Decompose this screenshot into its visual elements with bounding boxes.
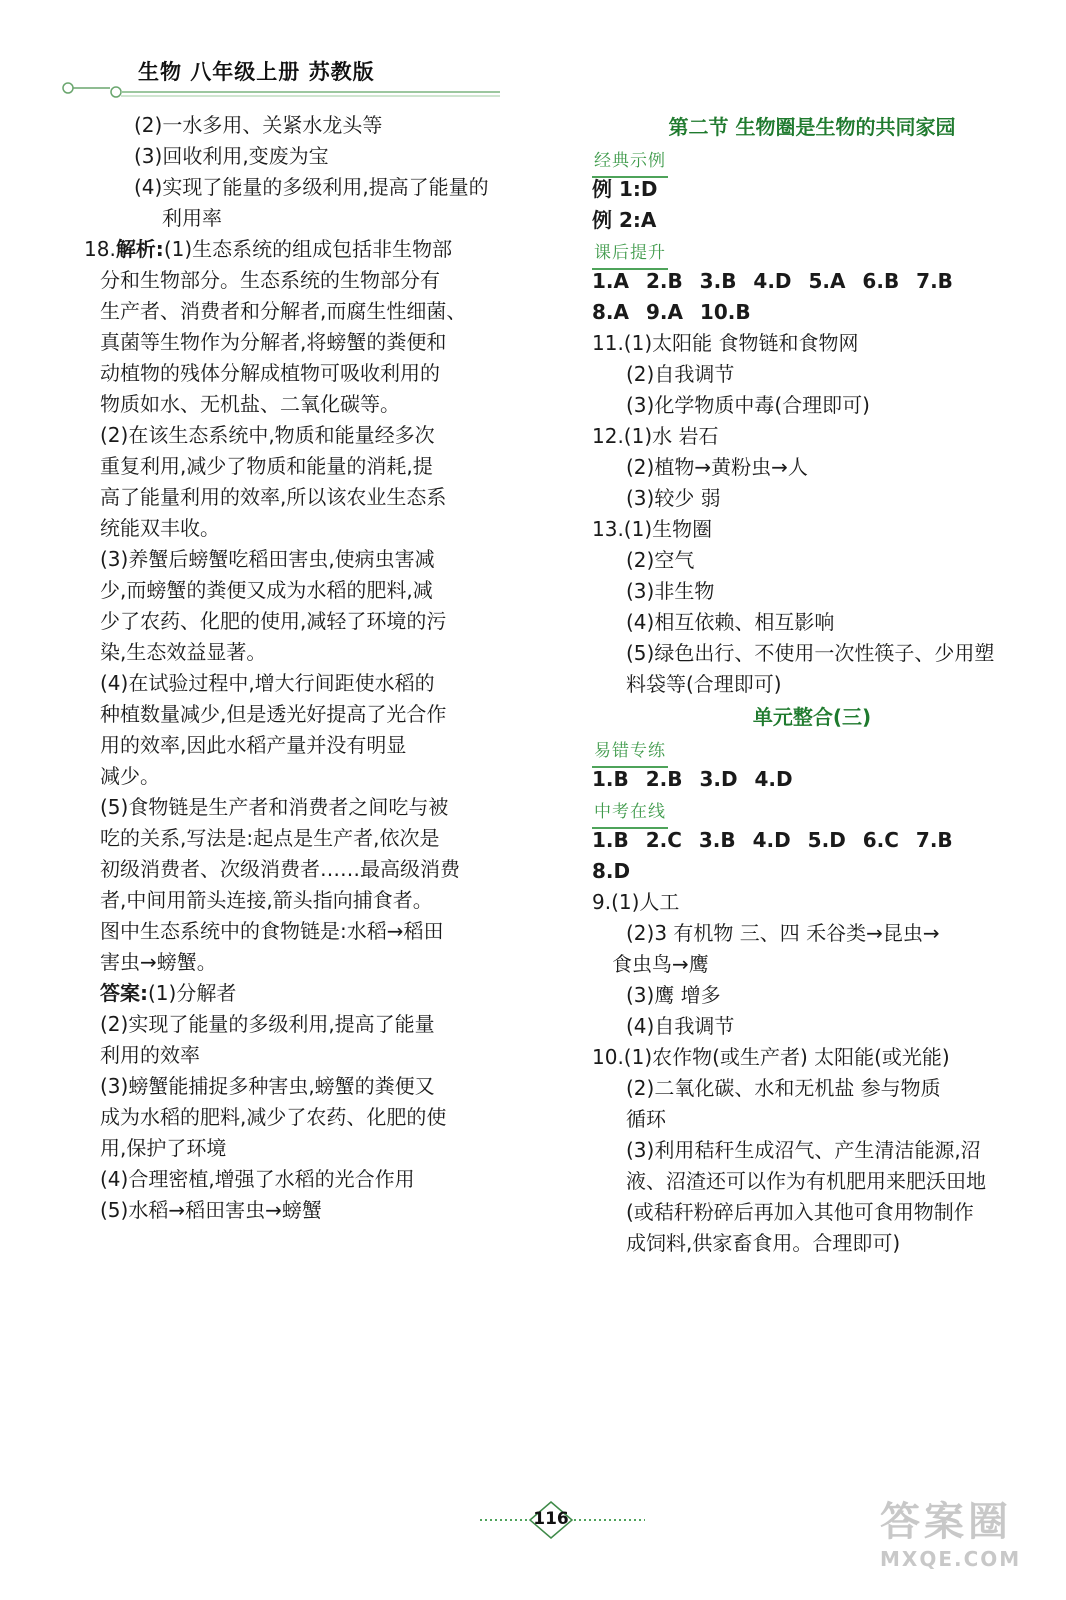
text-line: 种植数量减少,但是透光好提高了光合作	[100, 702, 447, 726]
analysis-label: 解析:	[115, 237, 164, 261]
text-line: (2)实现了能量的多级利用,提高了能量	[100, 1012, 435, 1036]
text-line: (4)相互依赖、相互影响	[626, 610, 835, 634]
text-line: 统能双丰收。	[100, 516, 220, 540]
page-number-badge	[480, 1500, 680, 1540]
text-line: 害虫→螃蟹。	[100, 950, 217, 974]
watermark	[880, 1490, 1060, 1590]
text-line: 利用的效率	[100, 1043, 200, 1067]
text-line: (2)植物→黄粉虫→人	[626, 455, 808, 479]
left-column	[84, 110, 550, 1226]
text-line: (2)一水多用、关紧水龙头等	[134, 113, 383, 137]
text-line: 初级消费者、次级消费者……最高级消费	[100, 857, 460, 881]
mc-answers-row: 1.A 2.B 3.B 4.D 5.A 6.B 7.B	[592, 269, 953, 293]
text-line: 动植物的残体分解成植物可吸收利用的	[100, 361, 440, 385]
text-line: (1)分解者	[148, 981, 237, 1005]
text-line: (4)在试验过程中,增大行间距使水稻的	[100, 671, 435, 695]
text-line: (或秸秆粉碎后再加入其他可食用物制作	[626, 1200, 974, 1224]
question-18-first-line	[84, 234, 550, 265]
text-line: 料袋等(合理即可)	[626, 672, 782, 696]
text-line: 液、沼渣还可以作为有机肥用来肥沃田地	[626, 1169, 986, 1193]
example-2: 例 2:A	[592, 208, 657, 232]
text-line: 少了农药、化肥的使用,减轻了环境的污	[100, 609, 447, 633]
page-header-title: 生物 八年级上册 苏教版	[138, 60, 375, 84]
header-decoration	[60, 80, 500, 104]
mc-answers-row: 1.B 2.C 3.B 4.D 5.D 6.C 7.B	[592, 828, 953, 852]
text-line: (3)鹰 增多	[626, 983, 721, 1007]
section-title: 第二节 生物圈是生物的共同家园	[668, 115, 956, 139]
analysis-block	[100, 265, 550, 978]
text-line: 食虫鸟→鹰	[612, 952, 709, 976]
page-number: 116	[533, 1509, 569, 1529]
text-line: (2)二氧化碳、水和无机盐 参与物质	[626, 1076, 941, 1100]
text-line: 生产者、消费者和分解者,而腐生性细菌、	[100, 299, 467, 323]
text-line: 图中生态系统中的食物链是:水稻→稻田	[100, 919, 444, 943]
text-line: 高了能量利用的效率,所以该农业生态系	[100, 485, 447, 509]
text-line: 成为水稻的肥料,减少了农药、化肥的使	[100, 1105, 447, 1129]
text-line: (3)非生物	[626, 579, 715, 603]
watermark-logo-text: 答案圈	[880, 1499, 1012, 1545]
text-line: (5)水稻→稻田害虫→螃蟹	[100, 1198, 322, 1222]
text-line: 染,生态效益显著。	[100, 640, 267, 664]
example-1: 例 1:D	[592, 177, 658, 201]
answer-first-line	[100, 978, 550, 1009]
text-line: (3)化学物质中毒(合理即可)	[626, 393, 870, 417]
text-line: (3)养蟹后螃蟹吃稻田害虫,使病虫害减	[100, 547, 435, 571]
tag-error-prone: 易错专练	[592, 738, 668, 768]
right-column	[592, 110, 1032, 1259]
text-line: (3)利用秸秆生成沼气、产生清洁能源,沼	[626, 1138, 981, 1162]
tag-classic-examples: 经典示例	[592, 148, 668, 178]
text-line: (2)3 有机物 三、四 禾谷类→昆虫→	[626, 921, 940, 945]
tag-exam-online: 中考在线	[592, 799, 668, 829]
text-line: 用的效率,因此水稻产量并没有明显	[100, 733, 407, 757]
text-line: 少,而螃蟹的粪便又成为水稻的肥料,减	[100, 578, 433, 602]
text-line: 物质如水、无机盐、二氧化碳等。	[100, 392, 400, 416]
question-12: 12.(1)水 岩石	[592, 424, 719, 448]
text-line: 吃的关系,写法是:起点是生产者,依次是	[100, 826, 440, 850]
tag-after-class: 课后提升	[592, 240, 668, 270]
text-line: 利用率	[162, 206, 222, 230]
text-line: 成饲料,供家畜食用。合理即可)	[626, 1231, 901, 1255]
text-line: 重复利用,减少了物质和能量的消耗,提	[100, 454, 433, 478]
text-line: (4)自我调节	[626, 1014, 735, 1038]
text-line: (2)自我调节	[626, 362, 735, 386]
text-line: (5)绿色出行、不使用一次性筷子、少用塑	[626, 641, 995, 665]
text-line: 减少。	[100, 764, 160, 788]
mc-answers-row: 1.B 2.B 3.D 4.D	[592, 767, 793, 791]
text-line: (4)合理密植,增强了水稻的光合作用	[100, 1167, 415, 1191]
text-line: 者,中间用箭头连接,箭头指向捕食者。	[100, 888, 433, 912]
text-line: (2)在该生态系统中,物质和能量经多次	[100, 423, 435, 447]
mc-answers-row: 8.A 9.A 10.B	[592, 300, 751, 324]
page-number-ornament	[480, 1500, 680, 1540]
text-line: 真菌等生物作为分解者,将螃蟹的粪便和	[100, 330, 447, 354]
text-line: (3)较少 弱	[626, 486, 721, 510]
watermark-url: MXQE.COM	[880, 1547, 1022, 1571]
question-11: 11.(1)太阳能 食物链和食物网	[592, 331, 859, 355]
mc-answers-row: 8.D	[592, 859, 631, 883]
text-line: (4)实现了能量的多级利用,提高了能量的	[134, 175, 489, 199]
text-line: (3)回收利用,变废为宝	[134, 144, 329, 168]
text-line: 分和生物部分。生态系统的生物部分有	[100, 268, 440, 292]
text-line: (1)生态系统的组成包括非生物部	[163, 237, 453, 261]
text-line: (5)食物链是生产者和消费者之间吃与被	[100, 795, 449, 819]
question-9: 9.(1)人工	[592, 890, 680, 914]
unit-title: 单元整合(三)	[752, 705, 872, 729]
text-line: (2)空气	[626, 548, 695, 572]
text-line: 循环	[626, 1107, 666, 1131]
text-line: 用,保护了环境	[100, 1136, 227, 1160]
question-number: 18.	[84, 237, 116, 261]
text-line: (3)螃蟹能捕捉多种害虫,螃蟹的粪便又	[100, 1074, 435, 1098]
answer-label: 答案:	[100, 981, 148, 1005]
question-10: 10.(1)农作物(或生产者) 太阳能(或光能)	[592, 1045, 950, 1069]
answer-block	[100, 1009, 550, 1226]
question-13: 13.(1)生物圈	[592, 517, 713, 541]
